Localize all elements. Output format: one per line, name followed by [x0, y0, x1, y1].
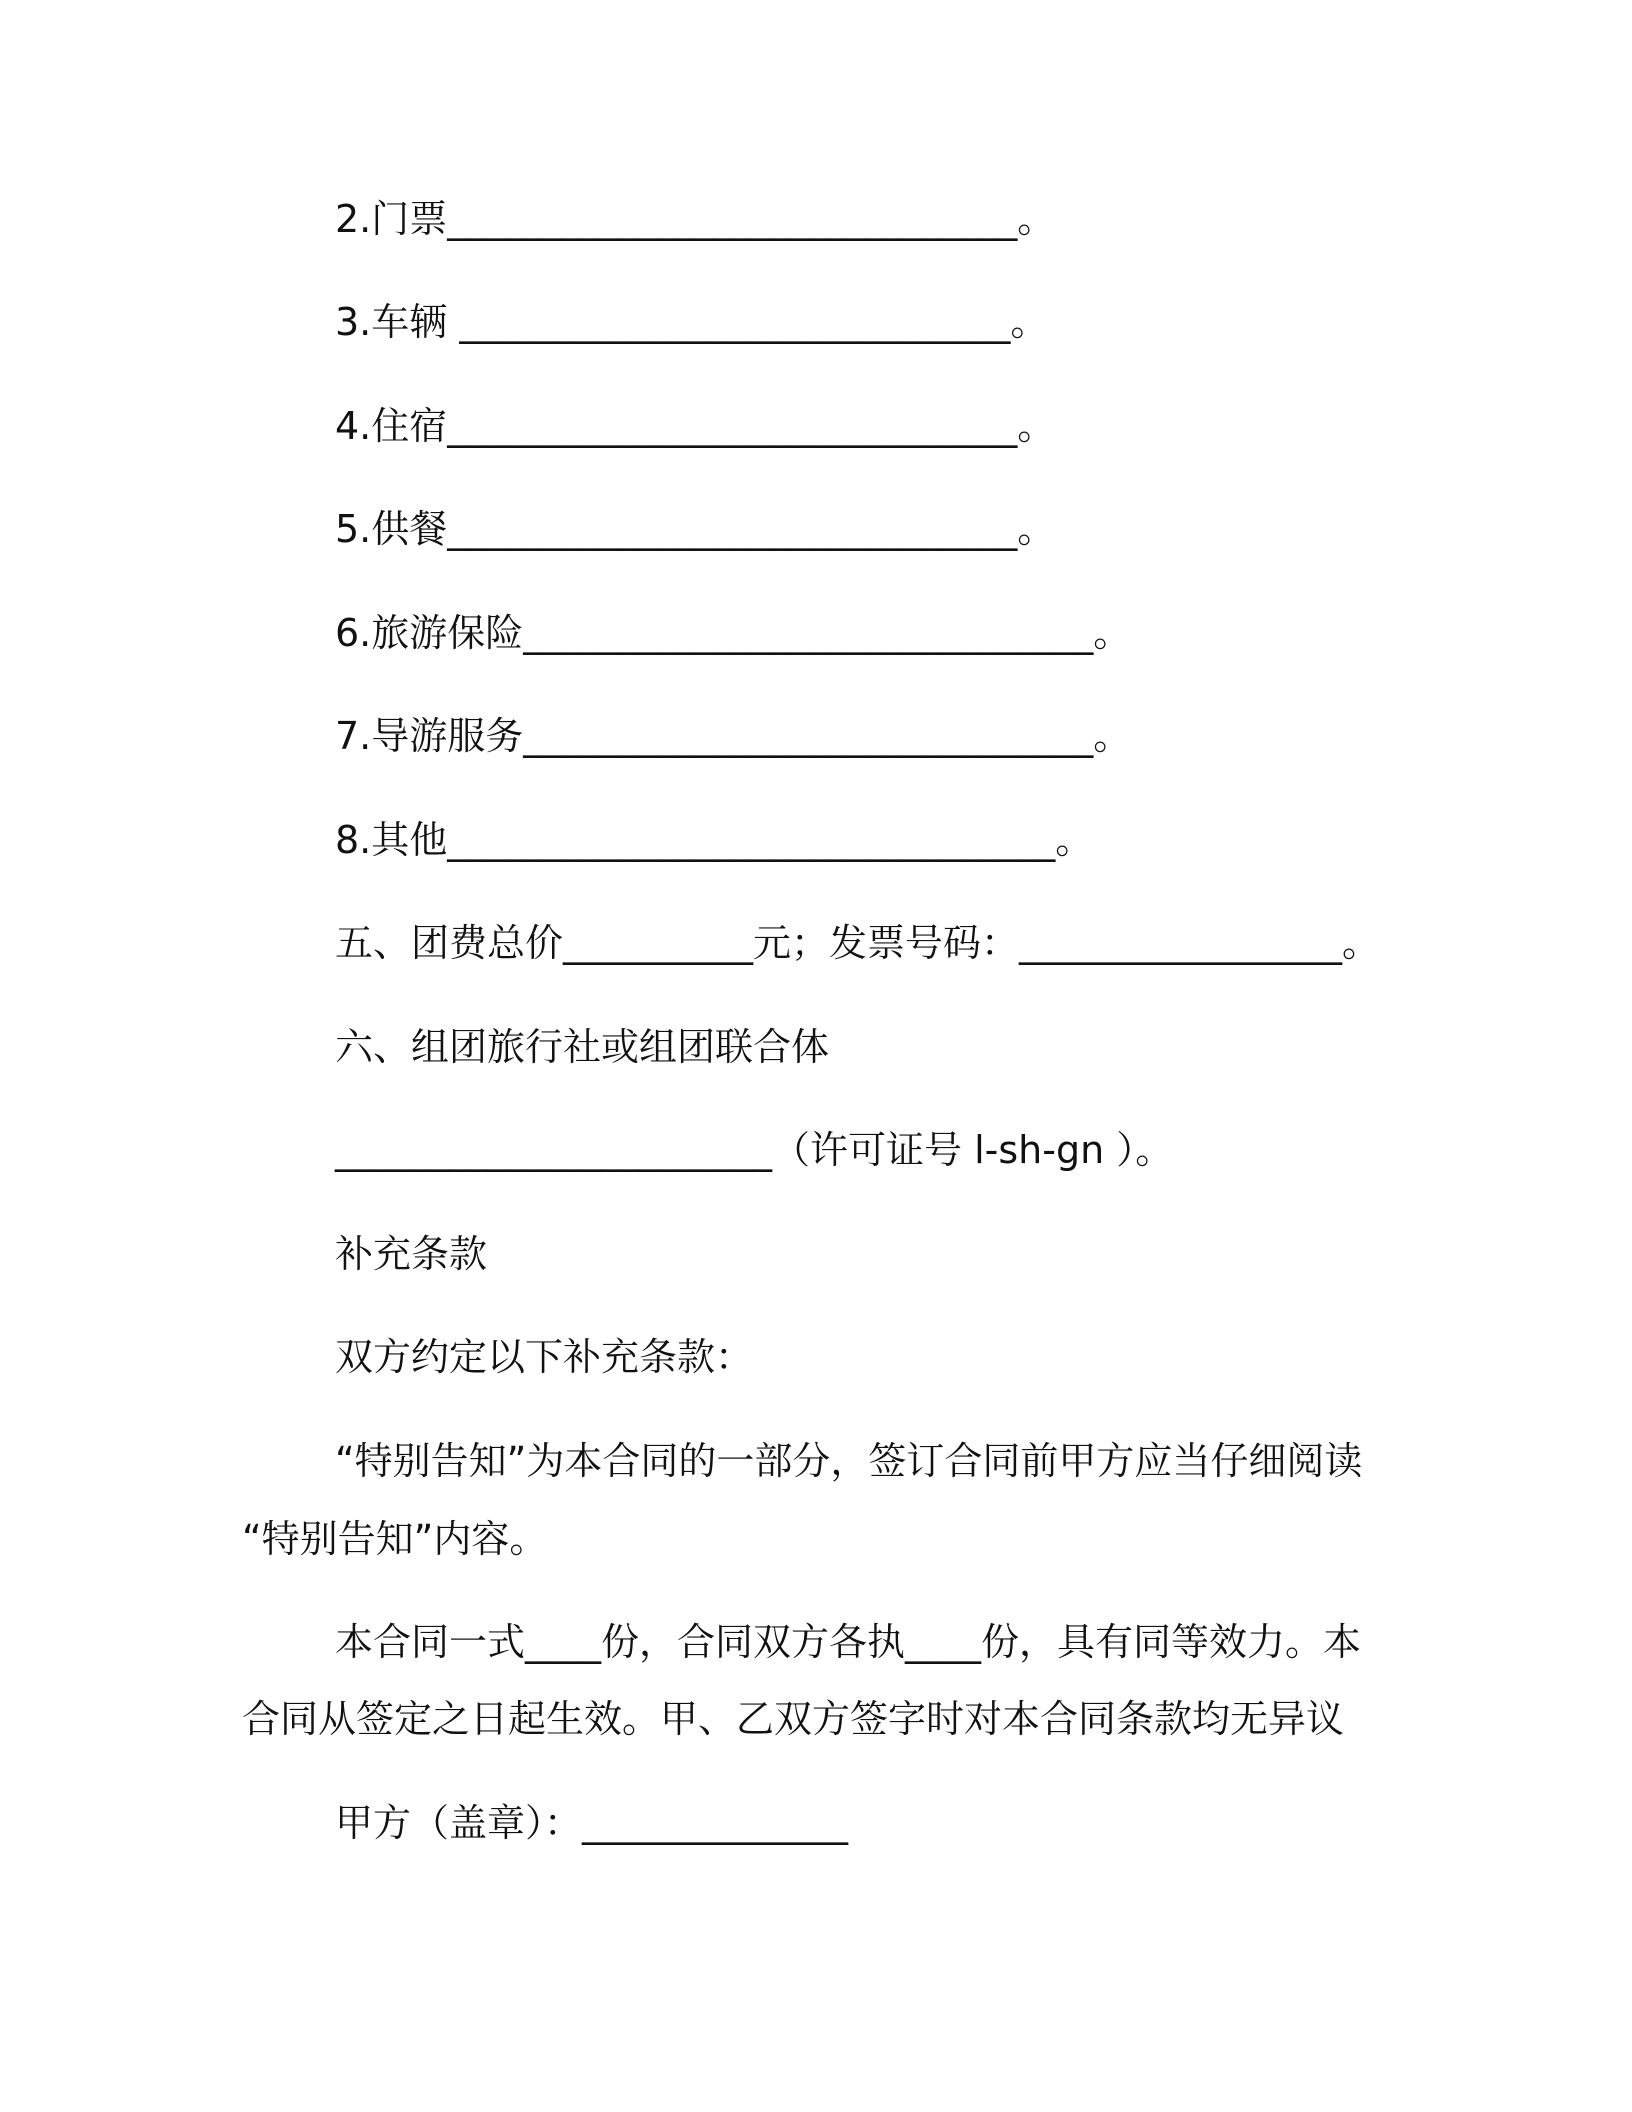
section-total-price: 五、团费总价__________元；发票号码：_________________。 — [335, 921, 1381, 965]
item-accommodation: 4.住宿______________________________。 — [335, 404, 1056, 448]
party-a-seal: 甲方（盖章）：______________ — [335, 1801, 849, 1845]
special-notice-1: “特别告知”为本合同的一部分，签订合同前甲方应当仔细阅读 — [335, 1439, 1363, 1483]
item-guide-service: 7.导游服务______________________________。 — [335, 714, 1132, 758]
copies-clause-2: 合同从签定之日起生效。甲、乙双方签字时对本合同条款均无异议 — [242, 1697, 1345, 1741]
item-meals: 5.供餐______________________________。 — [335, 507, 1056, 551]
heading-supplementary: 补充条款 — [335, 1232, 488, 1276]
item-other: 8.其他________________________________。 — [335, 818, 1094, 862]
supplementary-intro: 双方约定以下补充条款： — [335, 1335, 754, 1379]
copies-clause-1: 本合同一式____份，合同双方各执____份，具有同等效力。本 — [335, 1620, 1362, 1664]
item-tickets: 2.门票______________________________。 — [335, 197, 1056, 241]
organizer-license: _______________________（许可证号 l-sh-gn ）。 — [335, 1128, 1174, 1172]
item-travel-insurance: 6.旅游保险______________________________。 — [335, 611, 1132, 655]
section-organizer: 六、组团旅行社或组团联合体 — [335, 1025, 830, 1069]
item-vehicles: 3.车辆 _____________________________。 — [335, 300, 1049, 344]
special-notice-2: “特别告知”内容。 — [242, 1517, 548, 1561]
